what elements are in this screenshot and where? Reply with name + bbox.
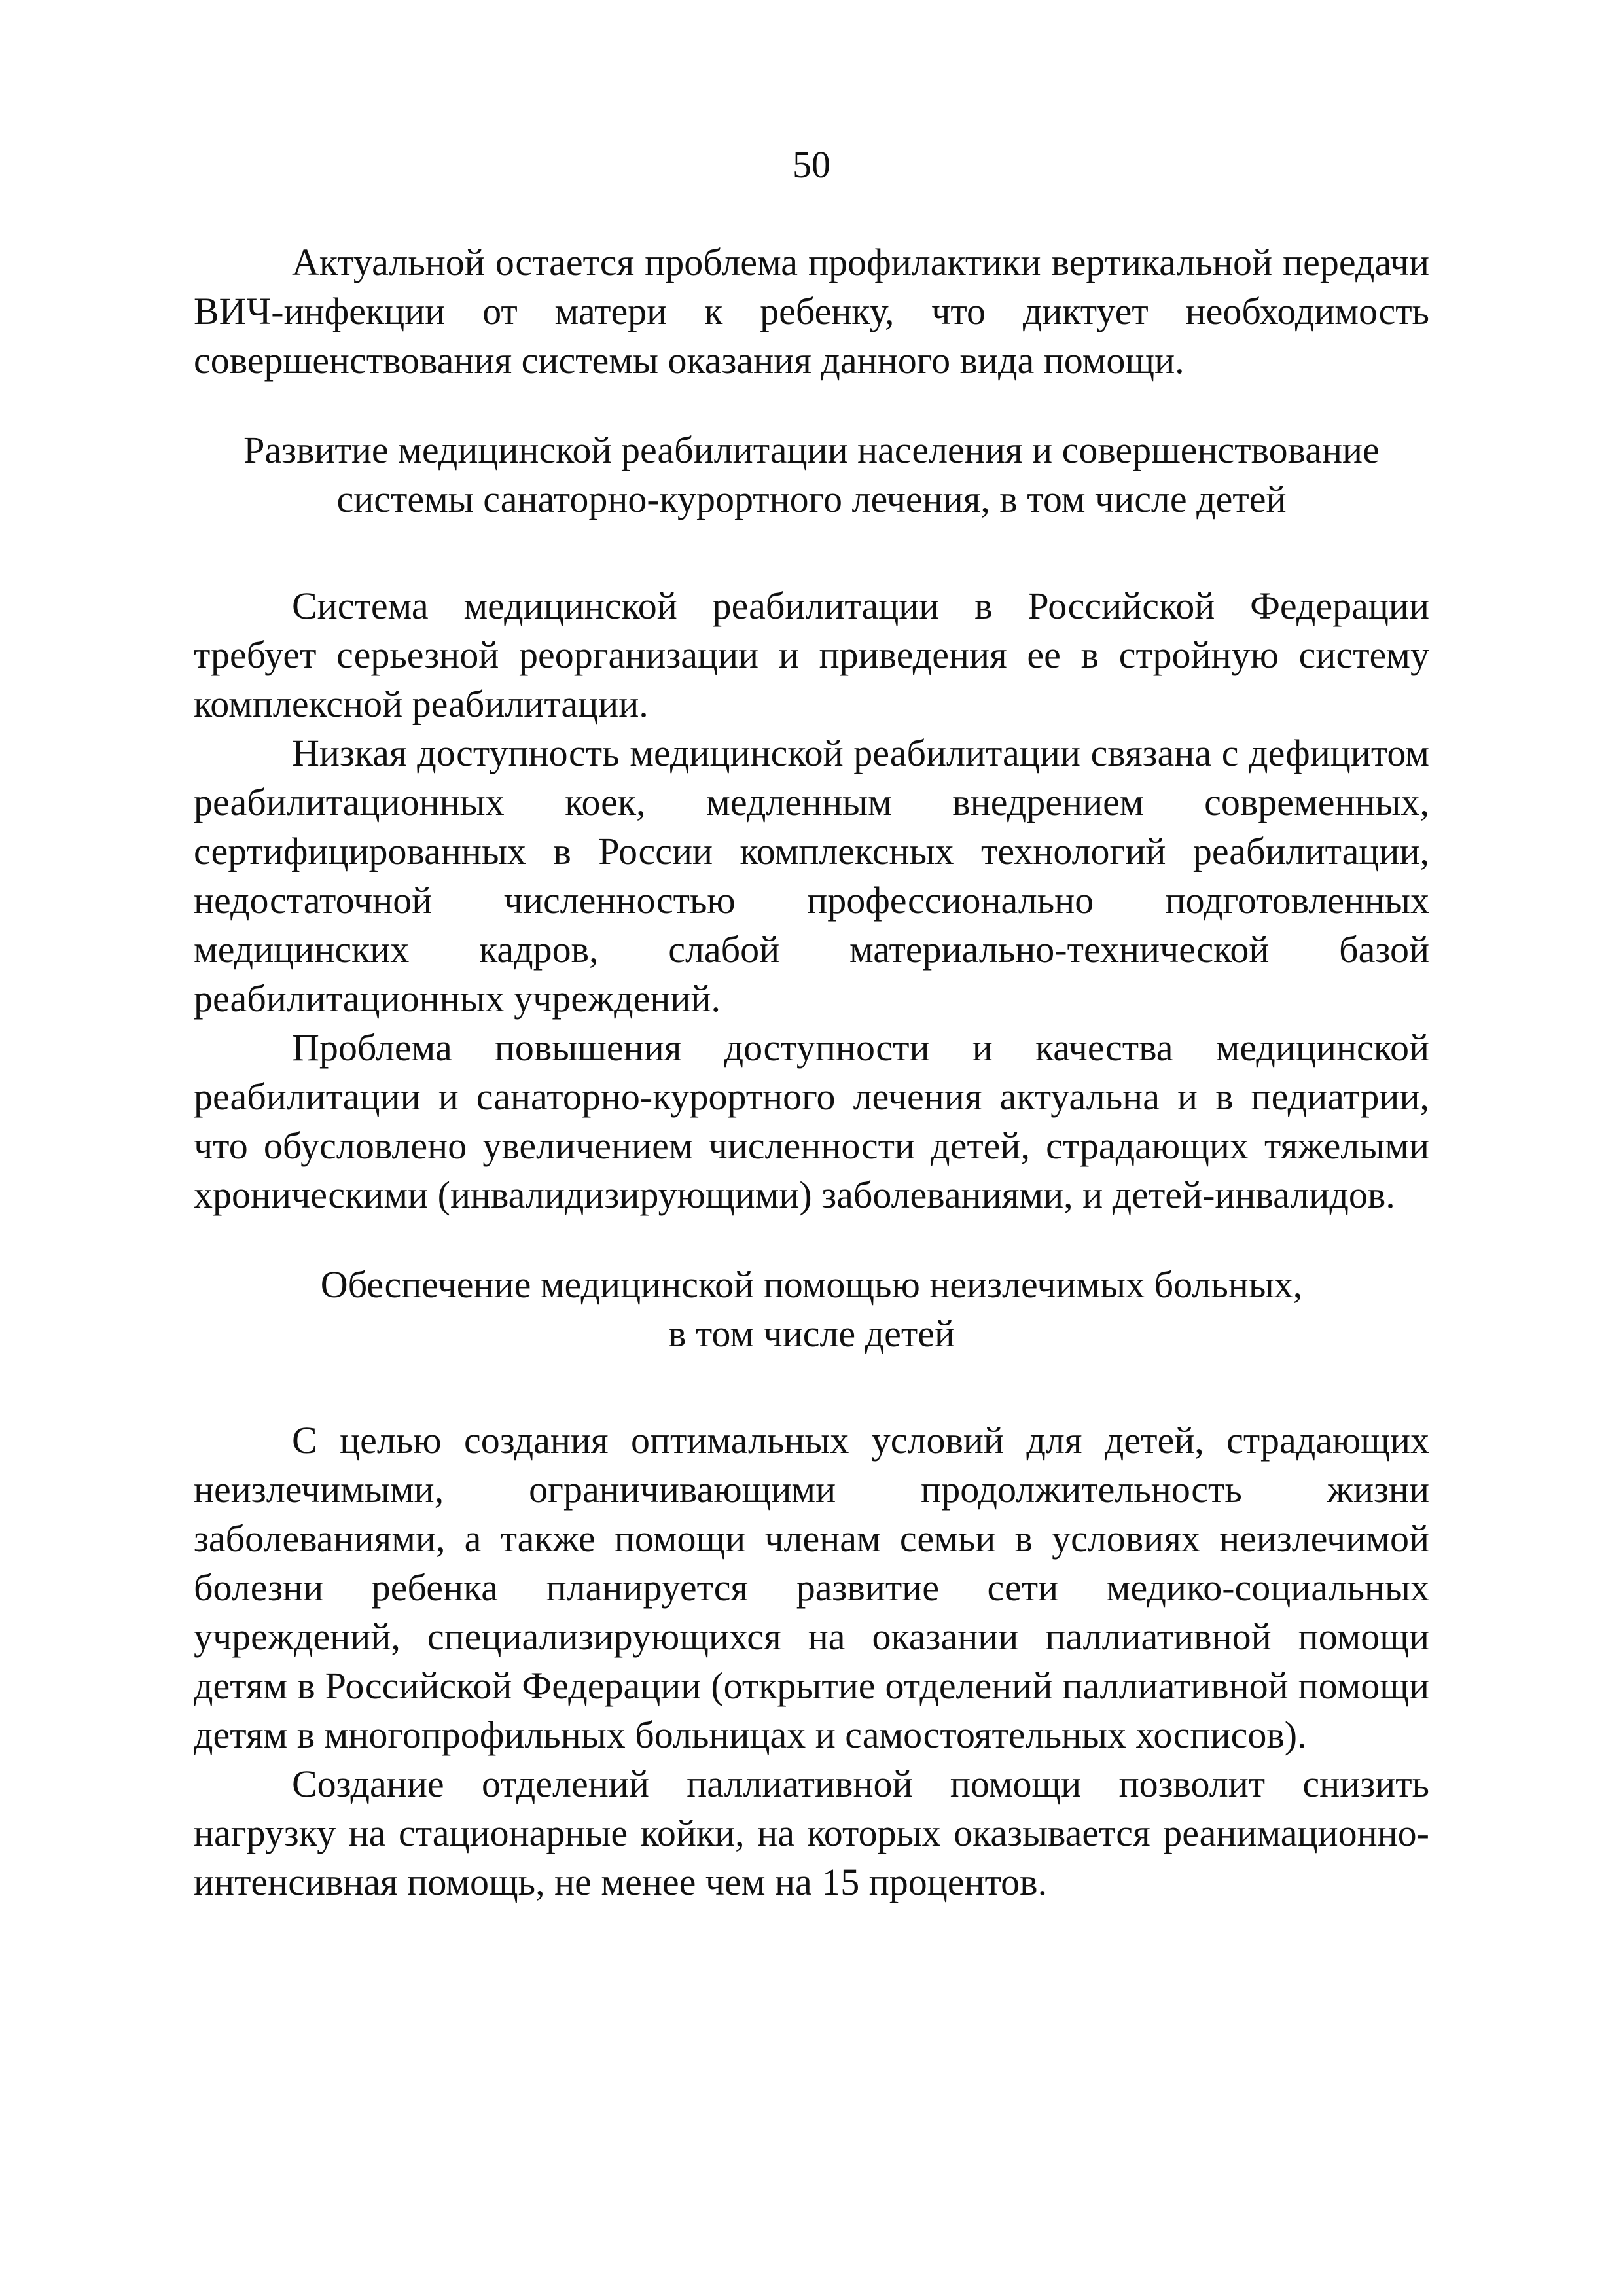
intro-paragraph: Актуальной остается проблема профилактики вертикальной передачи ВИЧ-инфекции от матери к ребенку, что диктует необходимость совершенствования системы оказания данного вида помощи. xyxy=(194,241,1429,382)
rehabilitation-paragraph-3: Проблема повышения доступности и качества медицинской реабилитации и санаторно-курортного лечения актуальна и в педиатрии, что обусловлено увеличением численности детей, страдающих тяжелыми хроническими (инвалидизирующими) заболеваниями, и детей-инвалидов. xyxy=(194,1026,1429,1216)
section-heading-line: в том числе детей xyxy=(668,1312,955,1355)
section-heading-palliative xyxy=(194,1260,1429,1358)
section-heading-line: системы санаторно-курортного лечения, в том числе детей xyxy=(336,478,1287,520)
rehabilitation-paragraph-2: Низкая доступность медицинской реабилитации связана с дефицитом реабилитационных коек, медленным внедрением современных, сертифицированных в России комплексных технологий реабилитации, недостаточной численностью профессионально подготовленных медицинских кадров, слабой материально-технической базой реабилитационных учреждений. xyxy=(194,732,1429,1020)
rehabilitation-paragraph-1: Система медицинской реабилитации в Российской Федерации требует серьезной реорганизации и приведения ее в стройную систему комплексной реабилитации. xyxy=(194,584,1429,725)
section-heading-line: Обеспечение медицинской помощью неизлечимых больных, xyxy=(320,1263,1303,1306)
palliative-paragraph-2: Создание отделений паллиативной помощи позволит снизить нагрузку на стационарные койки, на которых оказывается реанимационно-интенсивная помощь, не менее чем на 15 процентов. xyxy=(194,1763,1429,1903)
section-heading-rehabilitation xyxy=(194,425,1429,524)
document-body xyxy=(194,238,1429,1907)
page-number: 50 xyxy=(793,143,830,186)
palliative-paragraph-1: С целью создания оптимальных условий для детей, страдающих неизлечимыми, ограничивающими продолжительность жизни заболеваниями, а также помощи членам семьи в условиях неизлечимой болезни ребенка планируется развитие сети медико-социальных учреждений, специализирующихся на оказании паллиативной помощи детям в Российской Федерации (открытие отделений паллиативной помощи детям в многопрофильных больницах и самостоятельных хосписов). xyxy=(194,1419,1429,1756)
section-heading-line: Развитие медицинской реабилитации населения и совершенствование xyxy=(243,429,1380,471)
